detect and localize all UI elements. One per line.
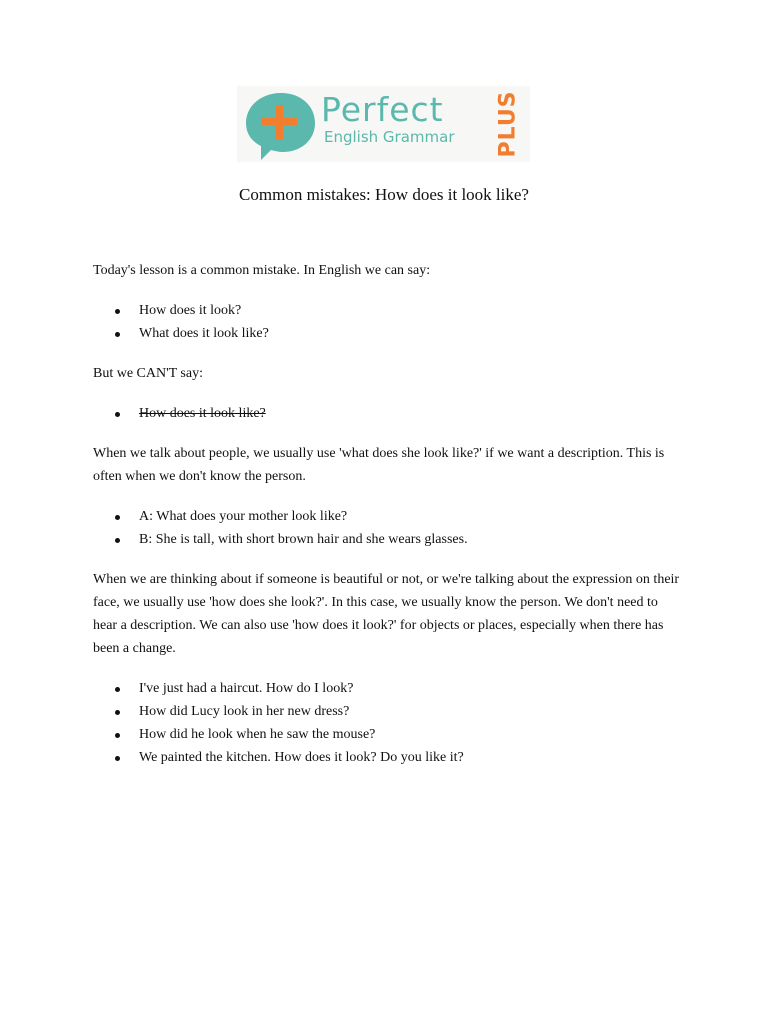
logo-brand-sub: English Grammar	[324, 128, 455, 146]
list-item: How did he look when he saw the mouse?	[139, 723, 683, 746]
cant-say-paragraph: But we CAN'T say:	[93, 366, 203, 381]
how-paragraph: When we are thinking about if someone is beautiful or not, or we're talking about the expression on their face, we usually use 'how does she look?'. In this case, we usually know the person. We don't need to hear a description. We can also use 'how does it look?' for objects or places, especially when there has been a change.	[93, 572, 680, 656]
struck-list-item: How does it look like?	[139, 402, 683, 425]
document-body	[93, 259, 683, 786]
logo-plus-text	[493, 92, 523, 156]
wrong-examples-list	[93, 402, 683, 425]
list-item: I've just had a haircut. How do I look?	[139, 677, 683, 700]
speech-bubble-plus-icon	[237, 86, 321, 162]
list-item: A: What does your mother look like?	[139, 505, 683, 528]
people-paragraph: When we talk about people, we usually use 'what does she look like?' if we want a description. This is often when we don't know the person.	[93, 446, 665, 484]
list-item: We painted the kitchen. How does it look? Do you like it?	[139, 746, 683, 769]
dialogue-list	[93, 505, 683, 551]
list-item: B: She is tall, with short brown hair and she wears glasses.	[139, 528, 683, 551]
list-item: How does it look?	[139, 299, 683, 322]
intro-paragraph: Today's lesson is a common mistake. In English we can say:	[93, 263, 431, 278]
logo-brand-main: Perfect	[321, 90, 444, 129]
list-item: What does it look like?	[139, 322, 683, 345]
how-examples-list	[93, 677, 683, 769]
document-title: Common mistakes: How does it look like?	[239, 185, 529, 204]
brand-logo	[237, 86, 530, 162]
correct-examples-list	[93, 299, 683, 345]
logo-plus-label: PLUS	[495, 90, 521, 158]
list-item: How did Lucy look in her new dress?	[139, 700, 683, 723]
